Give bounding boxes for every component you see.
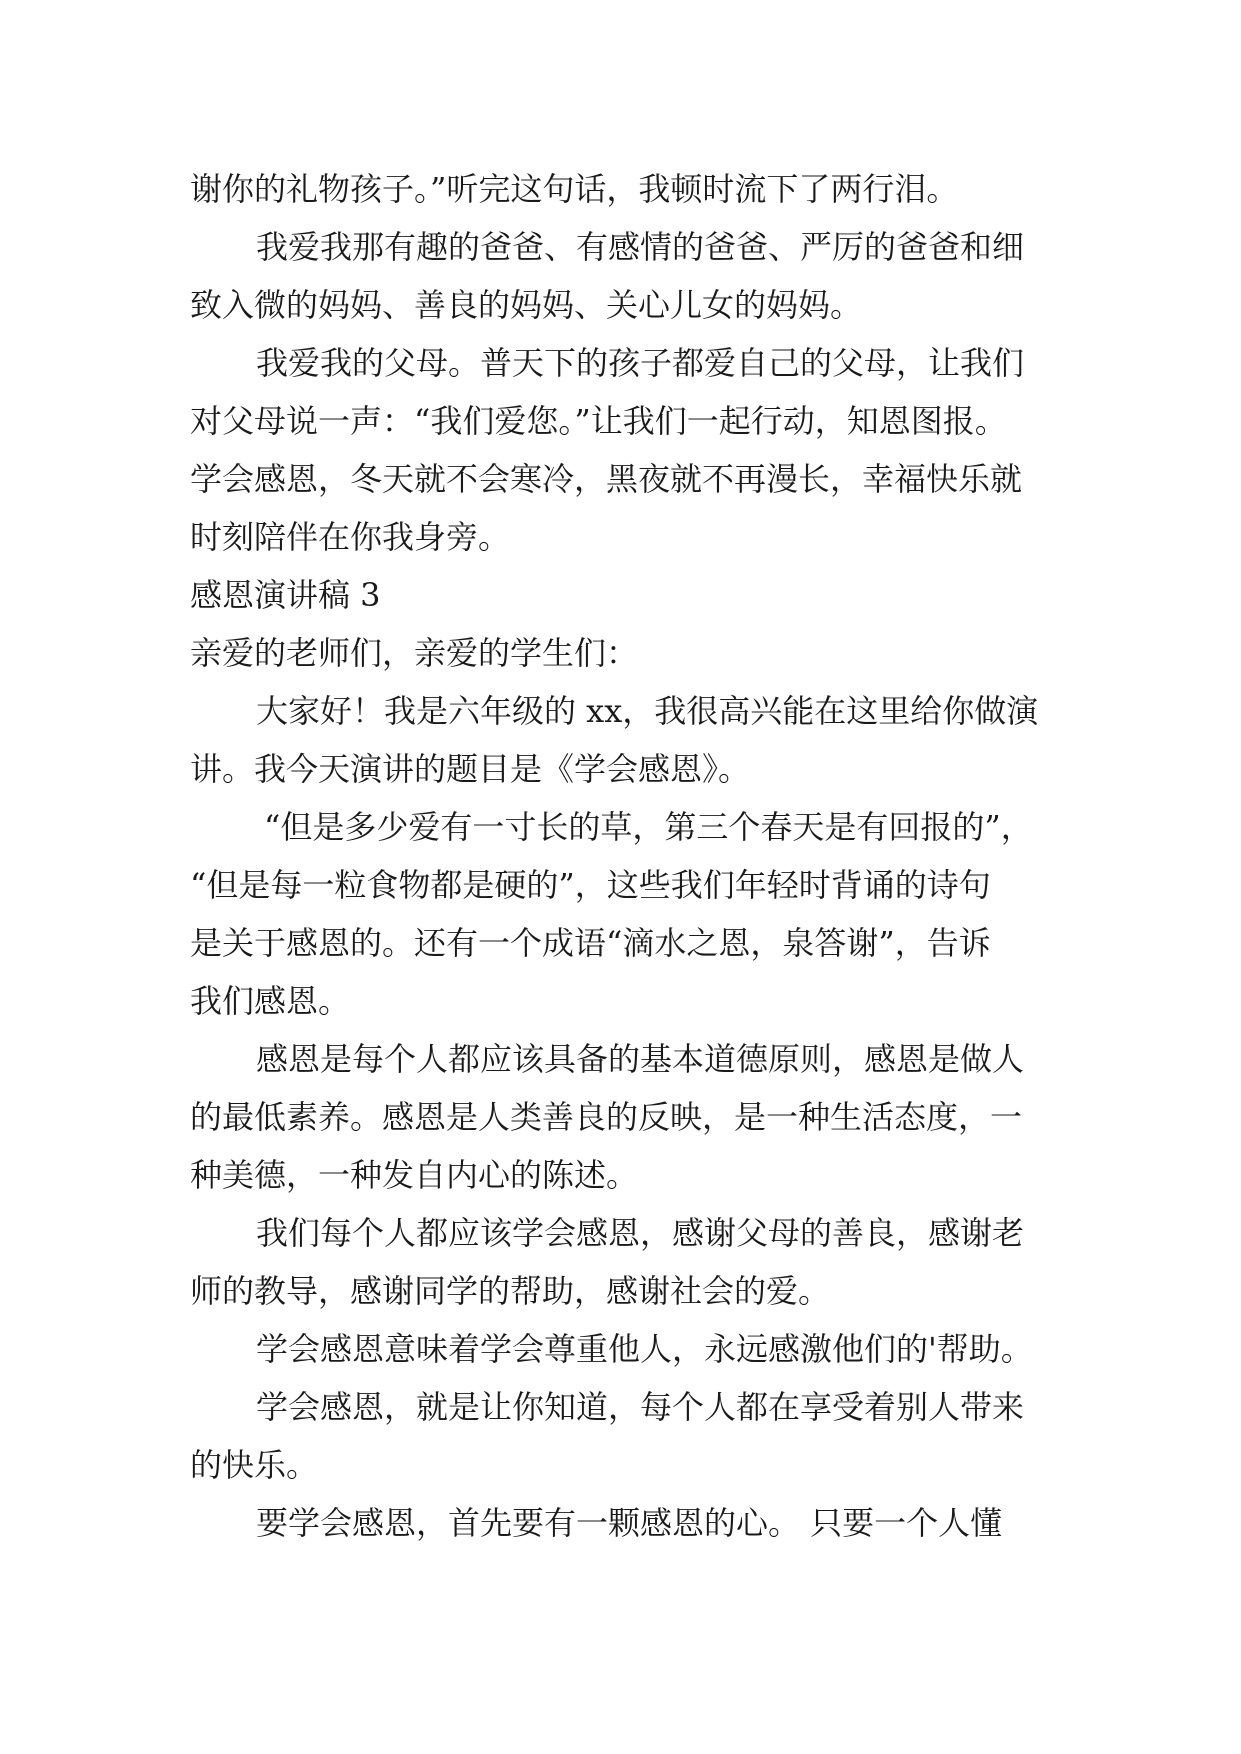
text-line: 学会感恩，冬天就不会寒冷，黑夜就不再漫长，幸福快乐就 bbox=[190, 460, 1023, 498]
text-line: 学会感恩，就是让你知道，每个人都在享受着别人带来 bbox=[256, 1388, 1025, 1426]
text-line: 的最低素养。感恩是人类善良的反映，是一种生活态度，一 bbox=[190, 1098, 1023, 1136]
text-line: 谢你的礼物孩子。”听完这句话，我顿时流下了两行泪。 bbox=[190, 170, 959, 208]
text-line: 要学会感恩，首先要有一颗感恩的心。 只要一个人懂 bbox=[256, 1504, 1003, 1542]
text-line: 我爱我那有趣的爸爸、有感情的爸爸、严厉的爸爸和细 bbox=[256, 228, 1025, 266]
text-line: 时刻陪伴在你我身旁。 bbox=[190, 518, 511, 556]
text-line: 的快乐。 bbox=[190, 1446, 319, 1484]
text-line: 感恩是每个人都应该具备的基本道德原则，感恩是做人 bbox=[256, 1040, 1025, 1078]
text-line: 我们每个人都应该学会感恩，感谢父母的善良，感谢老 bbox=[256, 1214, 1025, 1252]
text-line: 大家好！我是六年级的 xx，我很高兴能在这里给你做演 bbox=[256, 692, 1039, 730]
text-line: 我们感恩。 bbox=[190, 982, 351, 1020]
text-line: 师的教导，感谢同学的帮助，感谢社会的爱。 bbox=[190, 1272, 831, 1310]
section-heading: 感恩演讲稿 3 bbox=[190, 576, 381, 614]
text-line: “但是每一粒食物都是硬的”，这些我们年轻时背诵的诗句 bbox=[190, 866, 991, 904]
text-line: 是关于感恩的。还有一个成语“滴水之恩，泉答谢”，告诉 bbox=[190, 924, 991, 962]
text-line: 致入微的妈妈、善良的妈妈、关心儿女的妈妈。 bbox=[190, 286, 863, 324]
text-line: “但是多少爱有一寸长的草，第三个春天是有回报的”， bbox=[264, 808, 1033, 846]
text-line: 种美德，一种发自内心的陈述。 bbox=[190, 1156, 639, 1194]
text-line: 对父母说一声：“我们爱您。”让我们一起行动，知恩图报。 bbox=[190, 402, 1007, 440]
salutation: 亲爱的老师们，亲爱的学生们： bbox=[190, 634, 639, 672]
document-body bbox=[190, 160, 1090, 1552]
text-line: 讲。我今天演讲的题目是《学会感恩》。 bbox=[190, 750, 751, 788]
text-line: 学会感恩意味着学会尊重他人，永远感激他们的'帮助。 bbox=[256, 1330, 1033, 1368]
text-line: 我爱我的父母。普天下的孩子都爱自己的父母，让我们 bbox=[256, 344, 1025, 382]
